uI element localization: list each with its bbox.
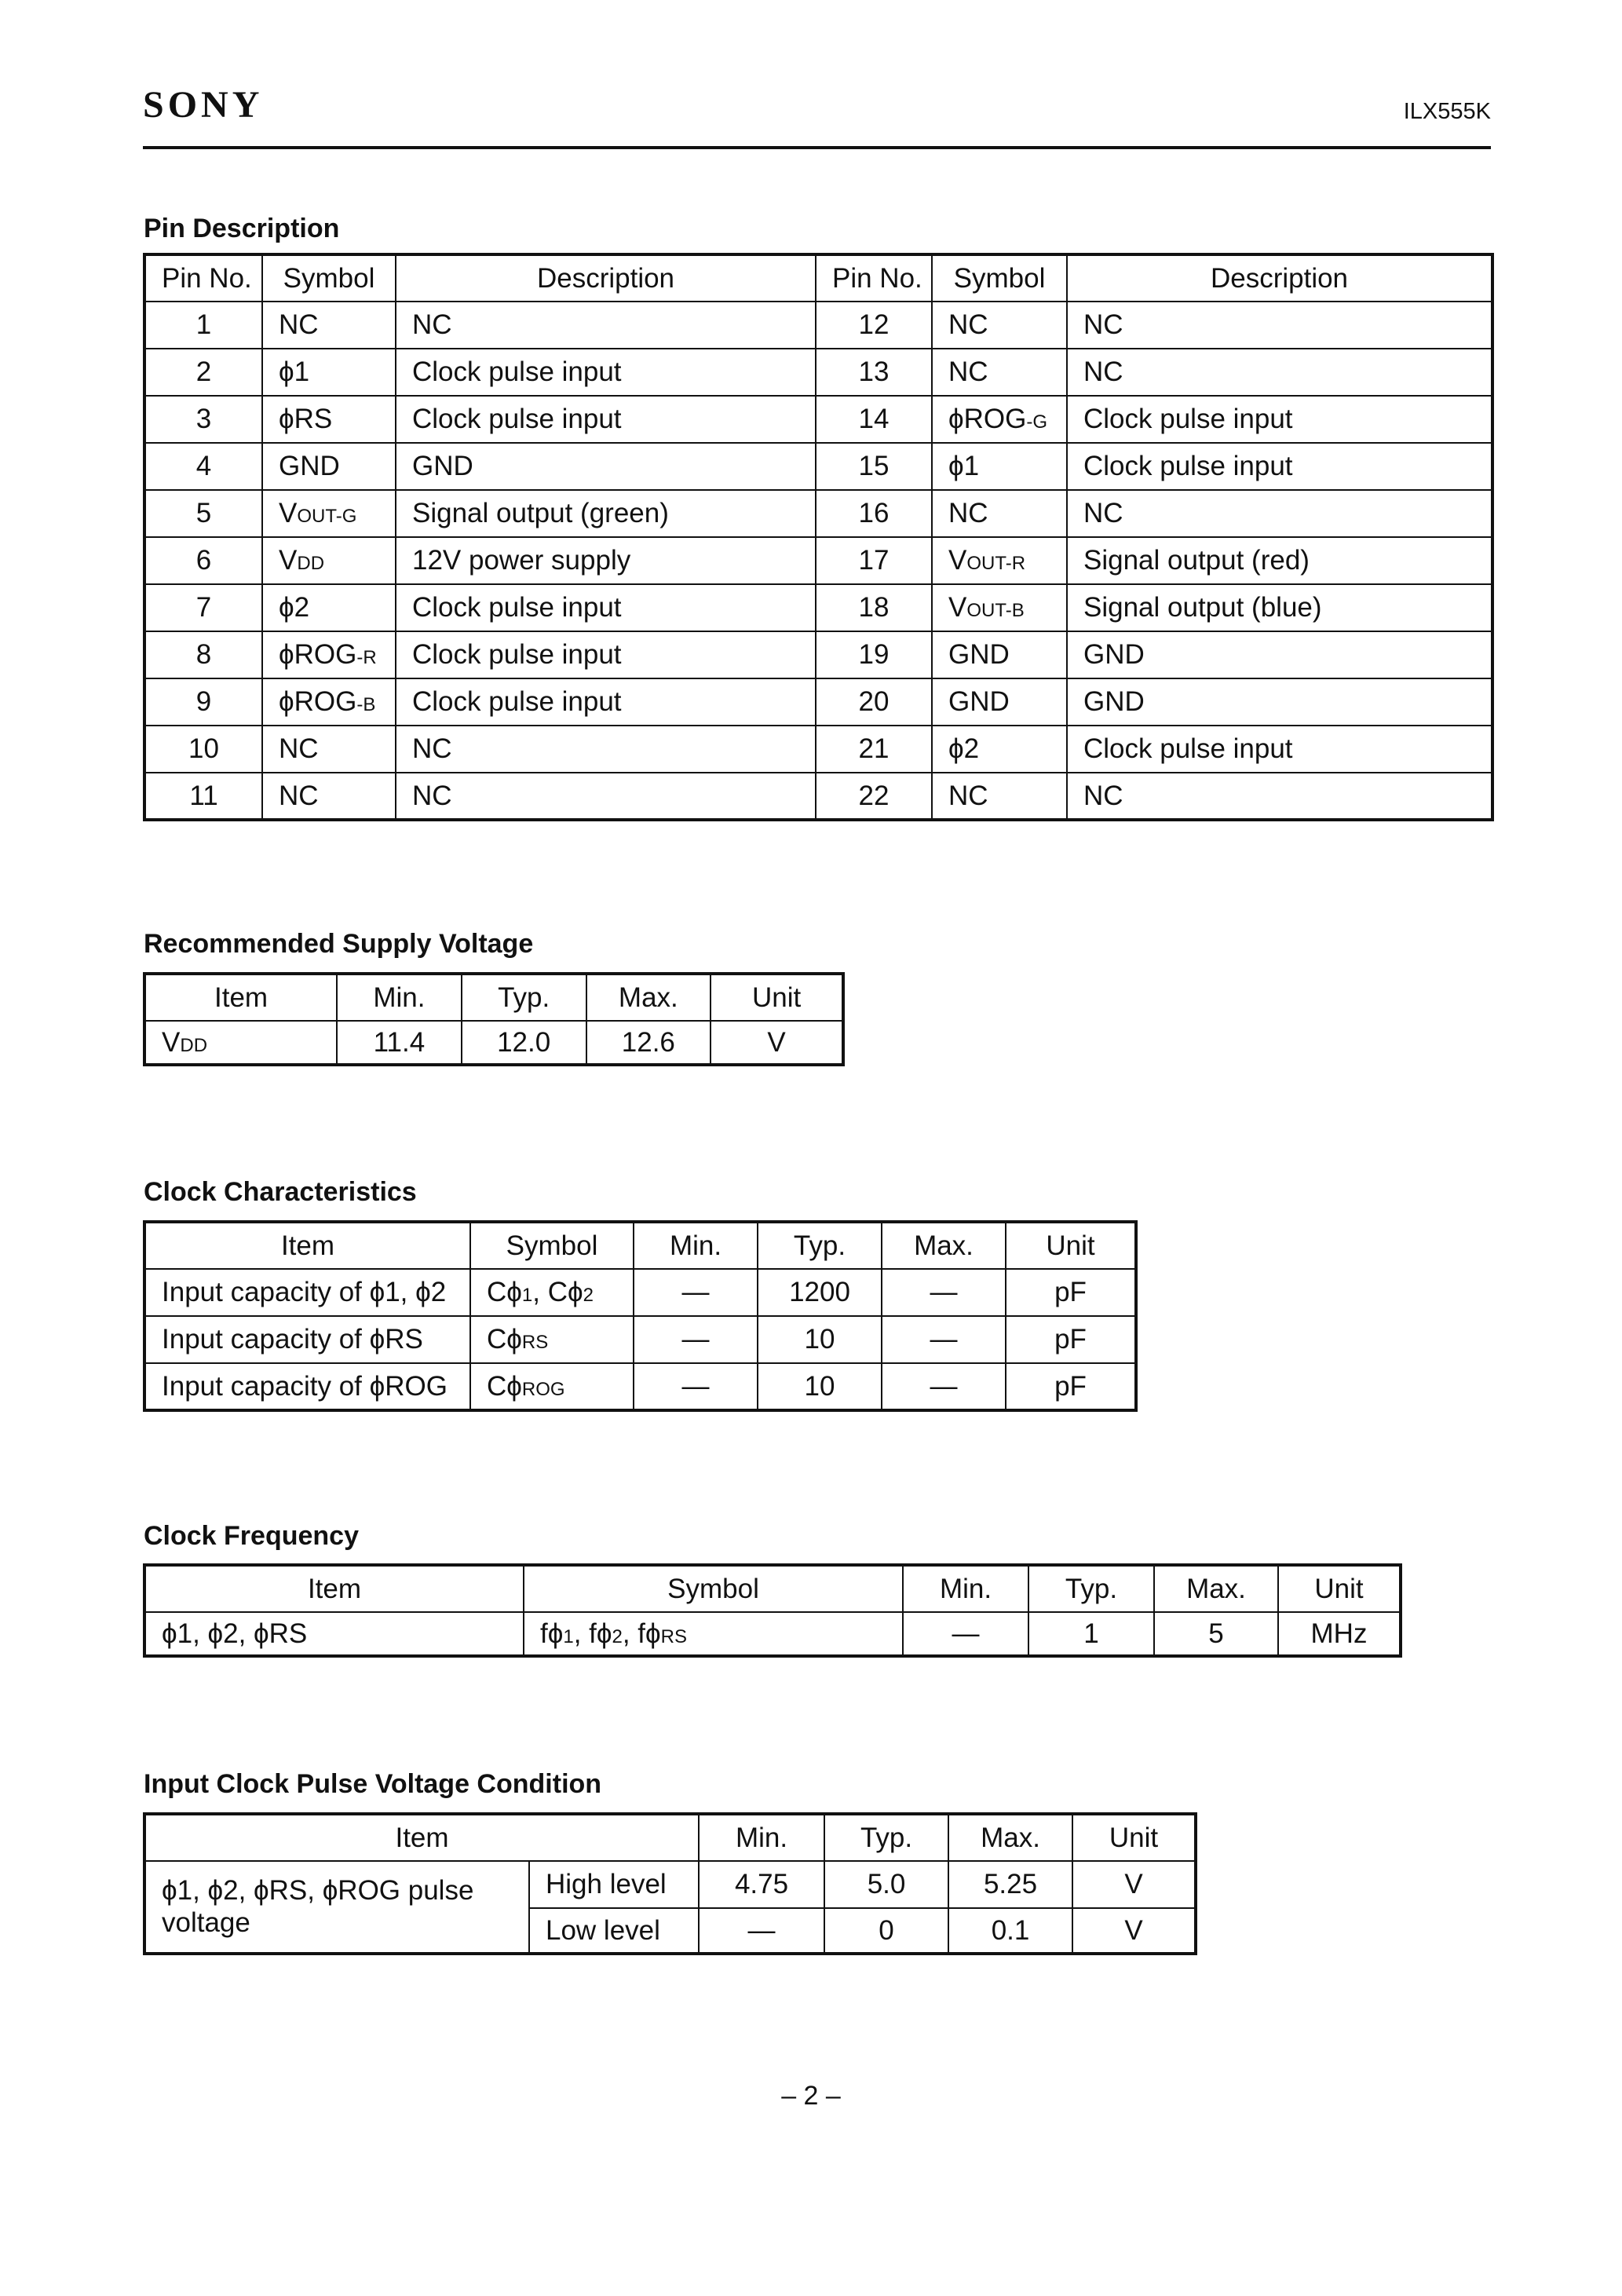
- symbol-cell: [262, 678, 396, 726]
- description-cell: NC: [1067, 349, 1492, 396]
- symbol-text: Cϕ: [487, 1324, 522, 1355]
- table-row: [144, 678, 1492, 726]
- unit-cell: pF: [1006, 1269, 1136, 1316]
- symbol-cell: [932, 349, 1067, 396]
- min-cell: —: [634, 1363, 758, 1410]
- symbol-cell: [262, 773, 396, 820]
- pin-number-cell: 2: [144, 349, 262, 396]
- level-cell: Low level: [529, 1908, 699, 1954]
- item-cell: [144, 1021, 337, 1065]
- table-row: [144, 1612, 1401, 1656]
- description-cell: Signal output (red): [1067, 537, 1492, 584]
- description-cell: Clock pulse input: [396, 396, 816, 443]
- clock-frequency-title: Clock Frequency: [144, 1521, 359, 1551]
- max-cell: —: [882, 1316, 1006, 1363]
- symbol-text: ϕROG: [279, 639, 357, 670]
- table-header-row: [144, 1814, 1196, 1861]
- min-cell: 11.4: [337, 1021, 462, 1065]
- pin-number-cell: 22: [816, 773, 932, 820]
- column-header: Symbol: [262, 254, 396, 302]
- unit-cell: pF: [1006, 1316, 1136, 1363]
- item-cell: ϕ1, ϕ2, ϕRS: [144, 1612, 524, 1656]
- clock-pulse-voltage-table: [143, 1812, 1197, 1955]
- typ-cell: 10: [758, 1316, 882, 1363]
- column-header: Typ.: [1028, 1565, 1154, 1612]
- table-row: [144, 349, 1492, 396]
- item-symbol: V: [162, 1026, 181, 1058]
- symbol-cell: [524, 1612, 903, 1656]
- pin-number-cell: 9: [144, 678, 262, 726]
- supply-voltage-title: Recommended Supply Voltage: [144, 929, 534, 959]
- table-row: [144, 1269, 1136, 1316]
- item-cell: Input capacity of ϕ1, ϕ2: [144, 1269, 470, 1316]
- pin-number-cell: 11: [144, 773, 262, 820]
- symbol-text: NC: [279, 780, 319, 811]
- symbol-text: V: [279, 545, 298, 576]
- symbol-cell: [932, 537, 1067, 584]
- column-header: Item: [144, 1814, 699, 1861]
- part-number: ILX555K: [1403, 99, 1491, 124]
- table-row: [144, 443, 1492, 490]
- symbol-subscript: -R: [356, 647, 377, 668]
- column-header: Pin No.: [816, 254, 932, 302]
- column-header: Symbol: [932, 254, 1067, 302]
- symbol-cell: [932, 584, 1067, 631]
- description-cell: GND: [1067, 631, 1492, 678]
- description-cell: NC: [1067, 302, 1492, 349]
- max-cell: 5: [1154, 1612, 1278, 1656]
- column-header: Item: [144, 1222, 470, 1269]
- symbol-text: ϕRS: [279, 404, 333, 434]
- symbol-subscript: OUT-R: [966, 553, 1026, 574]
- table-row: [144, 1021, 843, 1065]
- symbol-cell: [932, 302, 1067, 349]
- symbol-text: NC: [948, 498, 988, 528]
- column-header: Min.: [337, 974, 462, 1021]
- pin-number-cell: 8: [144, 631, 262, 678]
- clock-frequency-table: [143, 1563, 1402, 1658]
- description-cell: NC: [396, 773, 816, 820]
- table-row: [144, 302, 1492, 349]
- symbol-subscript: DD: [297, 553, 325, 574]
- symbol-cell: [262, 537, 396, 584]
- symbol-cell: [262, 726, 396, 773]
- symbol-text: NC: [948, 356, 988, 387]
- level-cell: High level: [529, 1861, 699, 1908]
- symbol-cell: [932, 443, 1067, 490]
- pin-number-cell: 17: [816, 537, 932, 584]
- column-header: Max.: [1154, 1565, 1278, 1612]
- table-row: [144, 773, 1492, 820]
- symbol-text: fϕ: [540, 1618, 564, 1649]
- table-header-row: [144, 1565, 1401, 1612]
- pin-number-cell: 7: [144, 584, 262, 631]
- symbol-text: V: [948, 592, 967, 623]
- pin-number-cell: 6: [144, 537, 262, 584]
- symbol-cell: [262, 631, 396, 678]
- symbol-text: ϕ2: [279, 592, 310, 623]
- table-header-row: [144, 974, 843, 1021]
- symbol-text: ϕ2: [948, 733, 980, 764]
- column-header: Typ.: [824, 1814, 948, 1861]
- symbol-cell: [262, 490, 396, 537]
- symbol-cell: [932, 396, 1067, 443]
- description-cell: NC: [396, 302, 816, 349]
- symbol-text: Cϕ: [487, 1277, 522, 1307]
- description-cell: Clock pulse input: [396, 678, 816, 726]
- item-cell: Input capacity of ϕROG: [144, 1363, 470, 1410]
- description-cell: Clock pulse input: [396, 349, 816, 396]
- pin-number-cell: 16: [816, 490, 932, 537]
- column-header: Typ.: [462, 974, 586, 1021]
- description-cell: Clock pulse input: [1067, 396, 1492, 443]
- description-cell: Signal output (blue): [1067, 584, 1492, 631]
- symbol-text: , fϕ: [622, 1618, 661, 1649]
- column-header: Typ.: [758, 1222, 882, 1269]
- symbol-text: GND: [279, 451, 340, 481]
- column-header: Description: [1067, 254, 1492, 302]
- symbol-subscript: RS: [521, 1332, 549, 1353]
- table-row: [144, 537, 1492, 584]
- symbol-subscript: -G: [1026, 411, 1047, 433]
- pin-number-cell: 4: [144, 443, 262, 490]
- column-header: Max.: [948, 1814, 1072, 1861]
- table-header-row: [144, 254, 1492, 302]
- description-cell: 12V power supply: [396, 537, 816, 584]
- symbol-cell: [932, 678, 1067, 726]
- min-cell: 4.75: [699, 1861, 824, 1908]
- column-header: Description: [396, 254, 816, 302]
- typ-cell: 0: [824, 1908, 948, 1954]
- unit-cell: V: [711, 1021, 843, 1065]
- min-cell: —: [634, 1269, 758, 1316]
- table-header-row: [144, 1222, 1136, 1269]
- clock-characteristics-title: Clock Characteristics: [144, 1177, 417, 1207]
- symbol-cell: [932, 631, 1067, 678]
- symbol-cell: [262, 584, 396, 631]
- pin-number-cell: 1: [144, 302, 262, 349]
- unit-cell: V: [1072, 1861, 1196, 1908]
- description-cell: Signal output (green): [396, 490, 816, 537]
- column-header: Symbol: [470, 1222, 634, 1269]
- description-cell: Clock pulse input: [1067, 443, 1492, 490]
- pin-number-cell: 19: [816, 631, 932, 678]
- symbol-text: ϕROG: [279, 686, 357, 717]
- page-number: – 2 –: [781, 2081, 841, 2111]
- symbol-cell: [470, 1363, 634, 1410]
- symbol-text: ϕROG: [948, 404, 1027, 434]
- description-cell: NC: [396, 726, 816, 773]
- typ-cell: 5.0: [824, 1861, 948, 1908]
- max-cell: 0.1: [948, 1908, 1072, 1954]
- typ-cell: 12.0: [462, 1021, 586, 1065]
- min-cell: —: [699, 1908, 824, 1954]
- symbol-cell: [470, 1269, 634, 1316]
- symbol-text: V: [279, 498, 298, 528]
- symbol-text: V: [948, 545, 967, 576]
- description-cell: Clock pulse input: [396, 631, 816, 678]
- symbol-text: GND: [948, 639, 1010, 670]
- symbol-subscript: 2: [612, 1625, 623, 1647]
- table-row: [144, 1363, 1136, 1410]
- clock-pulse-voltage-title: Input Clock Pulse Voltage Condition: [144, 1769, 602, 1799]
- description-cell: Clock pulse input: [396, 584, 816, 631]
- symbol-text: NC: [948, 780, 988, 811]
- column-header: Symbol: [524, 1565, 903, 1612]
- column-header: Unit: [1006, 1222, 1136, 1269]
- pin-number-cell: 10: [144, 726, 262, 773]
- symbol-cell: [262, 302, 396, 349]
- symbol-text: NC: [279, 733, 319, 764]
- column-header: Unit: [1278, 1565, 1401, 1612]
- pin-number-cell: 14: [816, 396, 932, 443]
- pin-description-table: [143, 253, 1494, 821]
- item-cell: Input capacity of ϕRS: [144, 1316, 470, 1363]
- item-symbol-subscript: DD: [180, 1034, 208, 1056]
- symbol-cell: [262, 396, 396, 443]
- pin-number-cell: 20: [816, 678, 932, 726]
- pin-number-cell: 13: [816, 349, 932, 396]
- symbol-subscript: 1: [563, 1625, 574, 1647]
- symbol-text: NC: [948, 309, 988, 340]
- supply-voltage-table: [143, 972, 845, 1066]
- symbol-cell: [932, 490, 1067, 537]
- column-header: Unit: [1072, 1814, 1196, 1861]
- symbol-cell: [262, 443, 396, 490]
- max-cell: 12.6: [586, 1021, 711, 1065]
- pin-number-cell: 12: [816, 302, 932, 349]
- symbol-subscript: OUT-B: [966, 600, 1025, 621]
- description-cell: Clock pulse input: [1067, 726, 1492, 773]
- sony-logo: SONY: [143, 84, 264, 126]
- table-row: [144, 396, 1492, 443]
- typ-cell: 1200: [758, 1269, 882, 1316]
- symbol-subscript: 1: [521, 1285, 533, 1306]
- pin-description-title: Pin Description: [144, 214, 340, 243]
- symbol-cell: [470, 1316, 634, 1363]
- clock-characteristics-table: [143, 1220, 1138, 1412]
- column-header: Unit: [711, 974, 843, 1021]
- symbol-subscript: RS: [660, 1625, 687, 1647]
- table-row: [144, 631, 1492, 678]
- min-cell: —: [903, 1612, 1028, 1656]
- column-header: Max.: [586, 974, 711, 1021]
- symbol-text: , Cϕ: [532, 1277, 583, 1307]
- symbol-text: NC: [279, 309, 319, 340]
- symbol-subscript: OUT-G: [297, 506, 357, 527]
- pin-number-cell: 15: [816, 443, 932, 490]
- max-cell: 5.25: [948, 1861, 1072, 1908]
- min-cell: —: [634, 1316, 758, 1363]
- column-header: Pin No.: [144, 254, 262, 302]
- unit-cell: pF: [1006, 1363, 1136, 1410]
- table-row: [144, 584, 1492, 631]
- symbol-text: ϕ1: [948, 451, 980, 481]
- table-row: [144, 1861, 1196, 1908]
- typ-cell: 1: [1028, 1612, 1154, 1656]
- description-cell: GND: [1067, 678, 1492, 726]
- max-cell: —: [882, 1363, 1006, 1410]
- symbol-text: , fϕ: [573, 1618, 612, 1649]
- description-cell: GND: [396, 443, 816, 490]
- pin-number-cell: 21: [816, 726, 932, 773]
- pin-rows: [144, 302, 1492, 820]
- symbol-cell: [932, 773, 1067, 820]
- symbol-subscript: -B: [356, 694, 376, 715]
- table-row: [144, 1316, 1136, 1363]
- item-cell: ϕ1, ϕ2, ϕRS, ϕROG pulse voltage: [144, 1861, 529, 1954]
- symbol-subscript: 2: [583, 1285, 594, 1306]
- symbol-text: GND: [948, 686, 1010, 717]
- description-cell: NC: [1067, 773, 1492, 820]
- symbol-cell: [932, 726, 1067, 773]
- unit-cell: V: [1072, 1908, 1196, 1954]
- symbol-subscript: ROG: [521, 1378, 565, 1400]
- column-header: Max.: [882, 1222, 1006, 1269]
- column-header: Min.: [903, 1565, 1028, 1612]
- header-rule: [143, 146, 1491, 149]
- unit-cell: MHz: [1278, 1612, 1401, 1656]
- symbol-cell: [262, 349, 396, 396]
- pin-number-cell: 18: [816, 584, 932, 631]
- column-header: Min.: [634, 1222, 758, 1269]
- column-header: Item: [144, 1565, 524, 1612]
- column-header: Min.: [699, 1814, 824, 1861]
- table-row: [144, 490, 1492, 537]
- description-cell: NC: [1067, 490, 1492, 537]
- table-row: [144, 726, 1492, 773]
- pin-number-cell: 3: [144, 396, 262, 443]
- pin-number-cell: 5: [144, 490, 262, 537]
- column-header: Item: [144, 974, 337, 1021]
- symbol-text: ϕ1: [279, 356, 310, 387]
- max-cell: —: [882, 1269, 1006, 1316]
- symbol-text: Cϕ: [487, 1370, 522, 1402]
- typ-cell: 10: [758, 1363, 882, 1410]
